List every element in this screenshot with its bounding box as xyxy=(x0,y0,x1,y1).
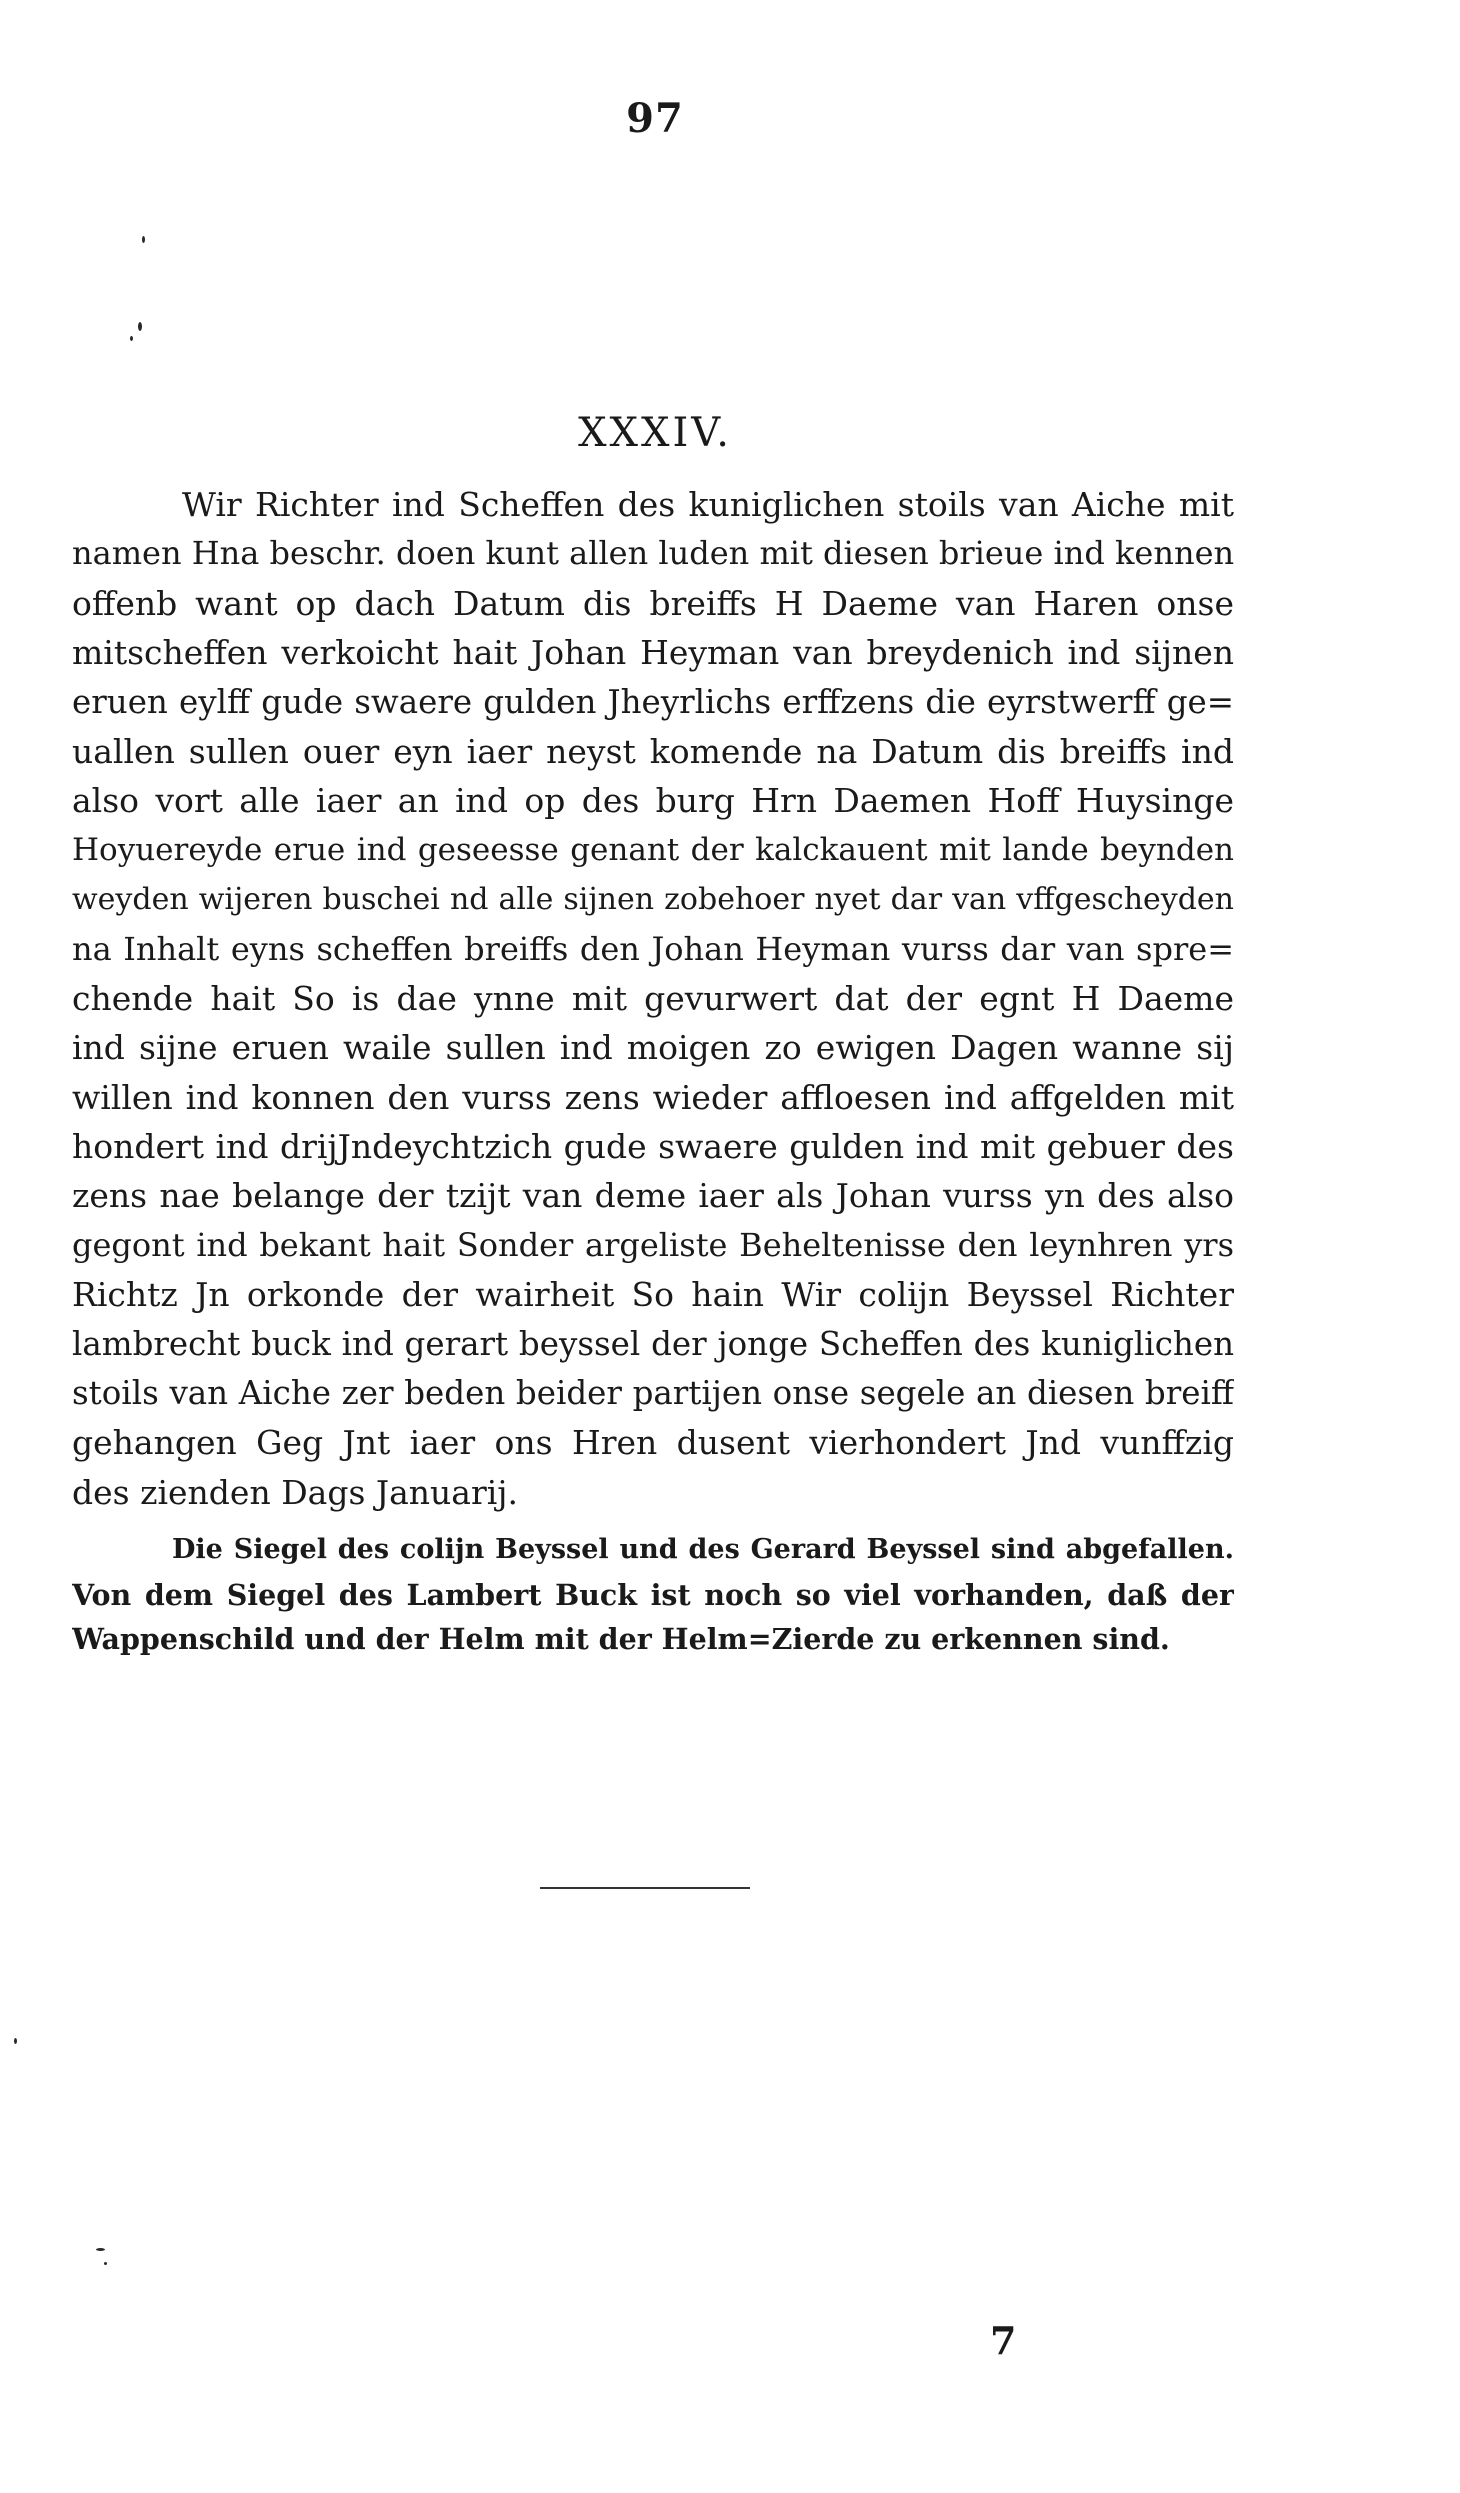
charter-line: weyden wijeren buschei nd alle sijnen zobehoer nyet dar van vffgescheyden xyxy=(72,882,1234,918)
section-divider xyxy=(540,1887,750,1889)
charter-line: zens nae belange der tzijt van deme iaer als Johan vurss yn des also xyxy=(72,1176,1234,1216)
scan-speck xyxy=(104,2262,107,2265)
charter-line: also vort alle iaer an ind op des burg Hrn Daemen Hoff Huysinge xyxy=(72,781,1234,821)
charter-line: Richtz Jn orkonde der wairheit So hain Wir colijn Beyssel Richter xyxy=(72,1275,1234,1315)
charter-line: chende hait So is dae ynne mit gevurwert dat der egnt H Daeme xyxy=(72,978,1234,1018)
charter-line: uallen sullen ouer eyn iaer neyst komende na Datum dis breiffs ind xyxy=(72,731,1234,771)
charter-text xyxy=(72,480,1234,1517)
charter-line: gegont ind bekant hait Sonder argeliste Beheltenisse den leynhren yrs xyxy=(72,1225,1234,1264)
charter-line: willen ind konnen den vurss zens wieder affloesen ind affgelden mit xyxy=(72,1077,1234,1117)
charter-line: eruen eylff gude swaere gulden Jheyrlichs erffzens die eyrstwerff ge= xyxy=(72,682,1234,721)
editorial-note xyxy=(72,1528,1234,1662)
charter-line: namen Hna beschr. doen kunt allen luden mit diesen brieue ind kennen xyxy=(72,534,1234,573)
charter-line: gehangen Geg Jnt iaer ons Hren dusent vierhondert Jnd vunffzig xyxy=(72,1423,1234,1463)
scan-speck xyxy=(138,322,142,331)
note-line: Wappenschild und der Helm mit der Helm=Zierde zu erkennen sind. xyxy=(72,1622,1170,1656)
charter-line: Wir Richter ind Scheffen des kuniglichen stoils van Aiche mit xyxy=(182,485,1234,524)
signature-mark: 7 xyxy=(990,2318,1017,2363)
note-line: Von dem Siegel des Lambert Buck ist noch so viel vorhanden, daß der xyxy=(72,1577,1234,1612)
document-heading: XXXIV. xyxy=(578,410,732,456)
scan-speck xyxy=(14,2038,17,2044)
charter-line: hondert ind drijJndeychtzich gude swaere gulden ind mit gebuer des xyxy=(72,1127,1234,1167)
note-line: Die Siegel des colijn Beyssel und des Gerard Beyssel sind abgefallen. xyxy=(172,1534,1234,1565)
charter-line: des zienden Dags Januarij. xyxy=(72,1472,519,1512)
scan-speck xyxy=(130,336,133,341)
charter-line: offenb want op dach Datum dis breiffs H Daeme van Haren onse xyxy=(72,583,1234,623)
charter-line: ind sijne eruen waile sullen ind moigen zo ewigen Dagen wanne sij xyxy=(72,1028,1234,1068)
scan-speck xyxy=(142,236,145,243)
page-number: 97 xyxy=(626,95,684,142)
charter-line: Hoyuereyde erue ind geseesse genant der kalckauent mit lande beynden xyxy=(72,831,1234,868)
charter-line: na Inhalt eyns scheffen breiffs den Johan Heyman vurss dar van spre= xyxy=(72,929,1234,968)
charter-line: stoils van Aiche zer beden beider partijen onse segele an diesen breiff xyxy=(72,1374,1234,1413)
charter-line: lambrecht buck ind gerart beyssel der jonge Scheffen des kuniglichen xyxy=(72,1324,1234,1363)
scan-speck xyxy=(96,2248,105,2251)
charter-line: mitscheffen verkoicht hait Johan Heyman van breydenich ind sijnen xyxy=(72,633,1234,673)
